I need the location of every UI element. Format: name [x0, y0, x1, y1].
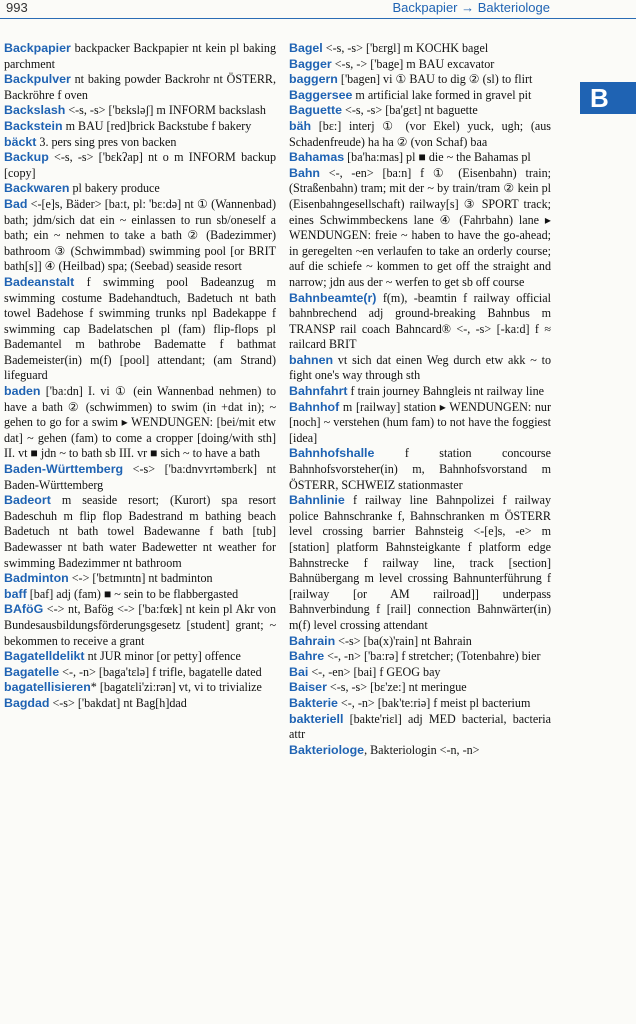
- entry-headword: Backwaren: [4, 181, 70, 196]
- dictionary-entry: [4, 571, 276, 587]
- entry-headword: Bai: [289, 664, 309, 679]
- dictionary-entry: [4, 493, 276, 571]
- dictionary-entry: [4, 696, 276, 712]
- entry-body: ['bagen] vi ① BAU to dig ② (sl) to flirt: [337, 72, 533, 87]
- dictionary-entry: [289, 680, 551, 696]
- entry-body: * [bagatɛli'zi:rən] vt, vi to trivialize: [90, 680, 262, 695]
- entry-body: f train journey Bahngleis nt railway line: [347, 384, 544, 399]
- dictionary-entry: [4, 197, 276, 275]
- dictionary-entry: [289, 57, 551, 73]
- entry-headword: Bahre: [289, 649, 325, 664]
- entry-body: [bakte'riɛl] adj MED bacterial, bacteria attr: [289, 711, 551, 742]
- entry-body: backpacker Backpapier nt kein pl baking parchment: [4, 41, 276, 71]
- dictionary-entry: [4, 181, 276, 197]
- dictionary-entry: [289, 665, 551, 681]
- entry-headword: Bagatelldelikt: [4, 649, 85, 664]
- entry-body: pl bakery produce: [69, 181, 160, 196]
- entry-headword: Badeort: [4, 493, 51, 508]
- letter-tab: B: [580, 82, 636, 114]
- running-head: Backpapier → Bakteriologe: [392, 0, 550, 15]
- dictionary-entry: [289, 103, 551, 119]
- entry-headword: Badeanstalt: [4, 274, 75, 289]
- entry-headword: Backstein: [4, 118, 63, 133]
- entry-body: vt sich dat einen Weg durch etw akk ~ to fight one's way through sth: [289, 352, 551, 383]
- entry-body: f station concourse Bahnhofsvorsteher(in) m, Bahnhofsvorstand m ÖSTERR, SCHWEIZ stationmaster: [289, 446, 551, 492]
- dictionary-entry: [289, 696, 551, 712]
- entry-body: m [railway] station ▸ WENDUNGEN: nur [noch] ~ verstehen (hum fam) to not have the foggiest [idea]: [289, 399, 551, 445]
- entry-body: nt JUR minor [or petty] offence: [84, 649, 241, 664]
- entry-headword: Bahnhof: [289, 399, 340, 414]
- dictionary-entry: [4, 587, 276, 603]
- entry-headword: Bakterie: [289, 695, 338, 710]
- entry-body: ['ba:dn] I. vi ① (ein Wannenbad nehmen) to have a bath ② (schwimmen) to swim (in +dat in); ~ gehen to go for a swim ▸ WENDUNGEN: [bei/mit etw dat] ~ gehen (fam) to come a cropper [doing/with sth] II. vt ■ jdn ~ to bath sb III. vr ■ sich ~ to have a bath: [4, 384, 276, 461]
- dictionary-entry: [4, 384, 276, 462]
- entry-body: m artificial lake formed in gravel pit: [352, 87, 532, 102]
- dictionary-entry: [4, 119, 276, 135]
- entry-headword: Bagdad: [4, 695, 50, 710]
- dictionary-entry: [4, 462, 276, 493]
- dictionary-entry: [289, 446, 551, 493]
- dictionary-entry: [289, 41, 551, 57]
- page-number: 993: [6, 0, 28, 15]
- entry-body: f(m), -beamtin f railway official bahnbrechend adj ground-breaking Bahnbus m TRANSP rail coach Bahncard® <-, -s> [-ka:d] f ≈ railcard BRIT: [289, 290, 551, 352]
- entry-headword: Backup: [4, 150, 49, 165]
- entry-body: <-s, -s> ['bɛkʔap] nt o m INFORM backup [copy]: [4, 150, 276, 180]
- dictionary-entry: [289, 493, 551, 633]
- entry-headword: Baiser: [289, 680, 327, 695]
- entry-headword: Baggersee: [289, 87, 353, 102]
- entry-headword: BAföG: [4, 602, 44, 617]
- page-header: [0, 0, 636, 19]
- dictionary-entry: [289, 291, 551, 353]
- entry-body: <-, -en> [bai] f GEOG bay: [308, 664, 441, 679]
- entry-body: nt baking powder Backrohr nt ÖSTERR, Backröhre f oven: [4, 72, 276, 102]
- dictionary-entry: [4, 649, 276, 665]
- left-column: [4, 41, 276, 712]
- entry-headword: Bagger: [289, 56, 332, 71]
- entry-headword: baggern: [289, 72, 338, 87]
- entry-headword: Bahnbeamte(r): [289, 290, 377, 305]
- entry-body: <-s> ['bakdat] nt Bag[h]dad: [49, 695, 187, 710]
- dictionary-entry: [4, 602, 276, 649]
- entry-body: , Bakteriologin <-n, -n>: [364, 742, 480, 757]
- dictionary-entry: [289, 649, 551, 665]
- entry-body: <-s, -s> [bɛ'ze:] nt meringue: [326, 680, 467, 695]
- dictionary-entry: [289, 400, 551, 447]
- dictionary-entry: [289, 150, 551, 166]
- entry-headword: bäckt: [4, 134, 37, 149]
- dictionary-entry: [4, 72, 276, 103]
- entry-body: <-s, -s> ['bɛksləʃ] m INFORM backslash: [65, 103, 266, 118]
- entry-headword: Backpapier: [4, 41, 71, 55]
- entry-headword: bakteriell: [289, 711, 344, 726]
- entry-body: <-, -n> [bak'te:riə] f meist pl bacterium: [337, 695, 531, 710]
- entry-headword: Badminton: [4, 571, 69, 586]
- dictionary-entry: [4, 41, 276, 72]
- entry-headword: Backslash: [4, 103, 66, 118]
- dictionary-entry: [289, 712, 551, 743]
- dictionary-entry: [4, 680, 276, 696]
- entry-body: <-s> [ba(x)'rain] nt Bahrain: [335, 633, 472, 648]
- entry-body: <-> ['bɛtmɪntn] nt badminton: [68, 571, 213, 586]
- dictionary-entry: [289, 384, 551, 400]
- entry-headword: Baguette: [289, 103, 343, 118]
- entry-headword: Bahnhofshalle: [289, 446, 375, 461]
- right-column: [289, 41, 551, 758]
- entry-body: <-s, -> ['bage] m BAU excavator: [331, 56, 495, 71]
- entry-body: <-, -n> [baga'tɛlə] f trifle, bagatelle dated: [59, 664, 262, 679]
- entry-body: <-[e]s, Bäder> [ba:t, pl: 'bɛ:də] nt ① (Wannenbad) bath; jdm/sich dat ein ~ einlassen to run sb/oneself a bath; ein ~ nehmen to take a bath ② (Badezimmer) bathroom ③ (Schwimmbad) swimming pool [or BRIT bath[s]] ④ (Heilbad) spa; (Seebad) seaside resort: [4, 196, 276, 274]
- entry-headword: bahnen: [289, 352, 334, 367]
- entry-body: 3. pers sing pres von backen: [36, 134, 177, 149]
- entry-body: <-> nt, Bafög <-> ['ba:fœk] nt kein pl Akr von Bundesausbildungsförderungsgesetz [student] grant; ~ bekommen to receive a grant: [4, 602, 276, 648]
- dictionary-entry: [289, 743, 551, 759]
- entry-body: <-, -en> [ba:n] f ① (Eisenbahn) train; (Straßenbahn) tram; mit der ~ by train/tram ② kein pl (Eisenbahngesellschaft) railway[s] ③ SPORT track; eines Schwimmbeckens lane ④ (Fahrbahn) lane ▸ WENDUNGEN: freie ~ haben to have the go-ahead; in geregelten ~en verlaufen to take an orderly course; auf die schiefe ~ kommen to get off the straight and narrow; jdn aus der ~ werfen to get sb off course: [289, 165, 551, 289]
- dictionary-entry: [289, 353, 551, 384]
- entry-headword: baden: [4, 384, 41, 399]
- entry-body: [bɛ:] interj ① (vor Ekel) yuck, ugh; (aus Schadenfreude) ha ha ② (von Schaf) baa: [289, 118, 551, 149]
- entry-headword: Bakteriologe: [289, 742, 365, 757]
- dictionary-entry: [4, 135, 276, 151]
- entry-headword: bagatellisieren: [4, 680, 91, 695]
- entry-headword: Bahrain: [289, 633, 336, 648]
- entry-headword: baff: [4, 586, 27, 601]
- entry-headword: Bahnfahrt: [289, 384, 348, 399]
- entry-body: <-s> ['ba:dnvʏrtəmbɛrk] nt Baden-Württemberg: [4, 462, 276, 492]
- entry-headword: Bahn: [289, 165, 320, 180]
- entry-body: m BAU [red]brick Backstube f bakery: [62, 118, 252, 133]
- entry-body: m seaside resort; (Kurort) spa resort Badeschuh m flip flop Badestrand m bathing beach Badetuch nt bath towel Badewanne f bath [tub] Badewasser nt bath water Badewetter nt weather for swimming Badezimmer nt bathroom: [4, 493, 276, 570]
- dictionary-entry: [289, 88, 551, 104]
- entry-headword: Bahnlinie: [289, 493, 345, 508]
- entry-headword: Baden-Württemberg: [4, 462, 124, 477]
- dictionary-entry: [289, 634, 551, 650]
- dictionary-entry: [4, 665, 276, 681]
- dictionary-entry: [4, 275, 276, 384]
- entry-headword: Bagatelle: [4, 664, 60, 679]
- entry-headword: Bahamas: [289, 150, 345, 165]
- entry-headword: Bad: [4, 196, 28, 211]
- entry-body: <-s, -s> ['bɛrgl] m KOCHK bagel: [322, 41, 489, 55]
- entry-body: f railway line Bahnpolizei f railway police Bahnschranke f, Bahnschranken m ÖSTERR level crossing barrier Bahnsteig <-[e]s, -e> m [station] platform Bahnsteigkante f platform edge Bahnstrecke f railway line, track [section] Bahnübergang m level crossing Bahnunterführung f [railway [or AM railroad]] underpass Bahnverbindung f [rail] connection Bahnwärter(in) m(f) level crossing attendant: [289, 493, 551, 632]
- dictionary-entry: [289, 166, 551, 291]
- entry-headword: bäh: [289, 118, 312, 133]
- entry-body: <-s, -s> [ba'gɛt] nt baguette: [342, 103, 478, 118]
- dictionary-entry: [4, 103, 276, 119]
- entry-headword: Backpulver: [4, 72, 71, 87]
- dictionary-entry: [289, 119, 551, 150]
- entry-body: f swimming pool Badeanzug m swimming costume Badehandtuch, Badetuch nt bath towel Badehose f swimming trunks npl Badekappe f swimming cap Badelatschen pl (fam) flip-flops pl Bademantel m bathrobe Badematte f bathmat Bademeister(in) m(f) [pool] attendant; (am Strand) lifeguard: [4, 274, 276, 383]
- entry-body: [ba'ha:mas] pl ■ die ~ the Bahamas pl: [344, 150, 531, 165]
- entry-headword: Bagel: [289, 41, 323, 55]
- dictionary-entry: [289, 72, 551, 88]
- entry-body: <-, -n> ['ba:rə] f stretcher; (Totenbahre) bier: [324, 649, 541, 664]
- dictionary-entry: [4, 150, 276, 181]
- entry-body: [baf] adj (fam) ■ ~ sein to be flabbergasted: [26, 586, 239, 601]
